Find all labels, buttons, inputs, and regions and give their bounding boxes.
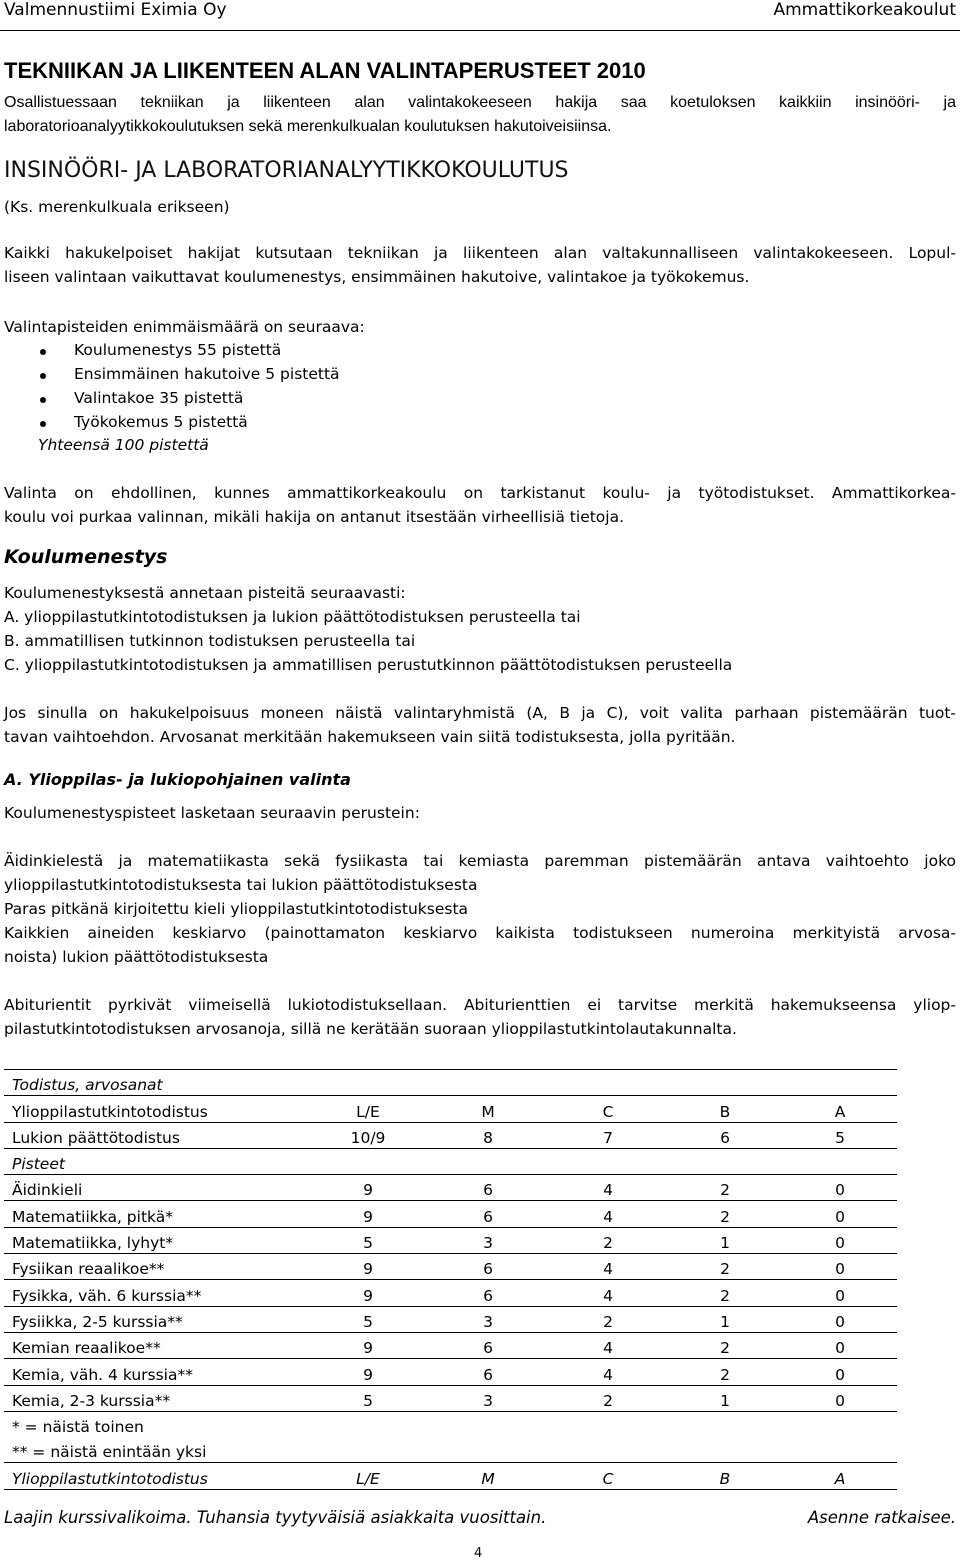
table-note: ** = näistä enintään yksi bbox=[4, 1437, 897, 1463]
option-a: A. ylioppilastutkintotodistuksen ja lukion päättötodistuksen perusteella tai bbox=[4, 608, 581, 626]
table-row bbox=[4, 1070, 897, 1096]
cell: 1 bbox=[667, 1227, 783, 1253]
cell: 5 bbox=[783, 1122, 897, 1148]
row-label: Lukion päättötodistus bbox=[4, 1122, 309, 1148]
cell: 6 bbox=[427, 1201, 549, 1227]
basis-line-3: Paras pitkänä kirjoitettu kieli ylioppilastutkintotodistuksesta bbox=[4, 900, 469, 918]
cell: 2 bbox=[667, 1175, 783, 1201]
cell: 1 bbox=[667, 1306, 783, 1332]
cell: 5 bbox=[309, 1385, 427, 1411]
header-rule bbox=[0, 30, 960, 31]
cell: 2 bbox=[667, 1254, 783, 1280]
basis-line-1: Äidinkielestä ja matematiikasta sekä fysiikasta tai kemiasta paremman pistemäärän antava vaihtoehto joko bbox=[4, 852, 956, 870]
cell: 2 bbox=[667, 1332, 783, 1358]
row-label: Ylioppilastutkintotodistus bbox=[4, 1096, 309, 1122]
table-row bbox=[4, 1280, 897, 1306]
row-label: Kemia, 2-3 kurssia** bbox=[4, 1385, 309, 1411]
cell: C bbox=[549, 1096, 667, 1122]
row-label: Fysiikan reaalikoe** bbox=[4, 1254, 309, 1280]
bullet-icon bbox=[40, 373, 46, 379]
cell: 0 bbox=[783, 1332, 897, 1358]
footer-slogan: Laajin kurssivalikoima. Tuhansia tyytyväisiä asiakkaita vuosittain. bbox=[4, 1508, 547, 1527]
table-row bbox=[4, 1463, 897, 1489]
cell: 10/9 bbox=[309, 1122, 427, 1148]
cell: 7 bbox=[549, 1122, 667, 1148]
table-note: * = näistä toinen bbox=[12, 1418, 144, 1437]
basis-line-5: noista) lukion päättötodistuksesta bbox=[4, 948, 269, 966]
row-label: Matematiikka, lyhyt* bbox=[4, 1227, 309, 1253]
cell: 2 bbox=[549, 1306, 667, 1332]
section-heading-matriculation: A. Ylioppilas- ja lukiopohjainen valinta bbox=[4, 770, 351, 789]
table-subheading-cell: Pisteet bbox=[4, 1148, 897, 1174]
cell: 0 bbox=[783, 1359, 897, 1385]
cell: A bbox=[783, 1463, 897, 1489]
footer-tagline: Asenne ratkaisee. bbox=[807, 1508, 956, 1527]
cell: 5 bbox=[309, 1306, 427, 1332]
cell: 0 bbox=[783, 1254, 897, 1280]
table-row bbox=[4, 1306, 897, 1332]
row-label: Äidinkieli bbox=[4, 1175, 309, 1201]
intro-line-2: laboratorioanalyytikkokoulutuksen sekä merenkulkualan koulutuksen hakutoiveisiinsa. bbox=[4, 118, 612, 135]
cell: 3 bbox=[427, 1227, 549, 1253]
option-c: C. ylioppilastutkintotodistuksen ja ammatillisen perustutkinnon päättötodistuksen perusteella bbox=[4, 656, 733, 674]
cell: 0 bbox=[783, 1227, 897, 1253]
school-success-intro: Koulumenestyksestä annetaan pisteitä seuraavasti: bbox=[4, 584, 406, 602]
cell: 5 bbox=[309, 1227, 427, 1253]
cell: 4 bbox=[549, 1201, 667, 1227]
option-b: B. ammatillisen tutkinnon todistuksen perusteella tai bbox=[4, 632, 416, 650]
table-heading-cell: Todistus, arvosanat bbox=[4, 1070, 897, 1096]
table-row bbox=[4, 1254, 897, 1280]
cell: 9 bbox=[309, 1201, 427, 1227]
cell: 3 bbox=[427, 1306, 549, 1332]
cell: 6 bbox=[427, 1175, 549, 1201]
cell: 6 bbox=[427, 1254, 549, 1280]
selection-para-line-1: Kaikki hakukelpoiset hakijat kutsutaan tekniikan ja liikenteen alan valtakunnalliseen valintakokeeseen. Lopul- bbox=[4, 244, 956, 262]
table-row bbox=[4, 1175, 897, 1201]
basis-line-2: ylioppilastutkintotodistuksesta tai lukion päättötodistuksesta bbox=[4, 876, 478, 894]
conditional-line-2: koulu voi purkaa valinnan, mikäli hakija on antanut itsestään virheellisiä tietoja. bbox=[4, 508, 625, 526]
table-row bbox=[4, 1332, 897, 1358]
cell: 3 bbox=[427, 1385, 549, 1411]
cell: 9 bbox=[309, 1359, 427, 1385]
cell: 9 bbox=[309, 1175, 427, 1201]
table-row bbox=[4, 1359, 897, 1385]
cell: 2 bbox=[667, 1201, 783, 1227]
points-intro: Valintapisteiden enimmäismäärä on seuraava: bbox=[4, 318, 365, 336]
cell: 4 bbox=[549, 1332, 667, 1358]
table-row bbox=[4, 1385, 897, 1411]
conditional-line-1: Valinta on ehdollinen, kunnes ammattikorkeakoulu on tarkistanut koulu- ja työtodistukset. Ammattikorkea- bbox=[4, 484, 956, 502]
eligibility-line-1: Jos sinulla on hakukelpoisuus moneen näistä valintaryhmistä (A, B ja C), voit valita parhaan pistemäärän tuot- bbox=[4, 704, 956, 722]
cell: 0 bbox=[783, 1385, 897, 1411]
matriculation-intro: Koulumenestyspisteet lasketaan seuraavin perustein: bbox=[4, 804, 420, 822]
row-label: Matematiikka, pitkä* bbox=[4, 1201, 309, 1227]
cell: 2 bbox=[549, 1227, 667, 1253]
bullet-icon bbox=[40, 421, 46, 427]
cell: C bbox=[549, 1463, 667, 1489]
cell: L/E bbox=[309, 1463, 427, 1489]
table-row bbox=[4, 1122, 897, 1148]
table-row bbox=[4, 1201, 897, 1227]
section-heading-school-success: Koulumenestys bbox=[4, 546, 168, 568]
abiturient-line-2: pilastutkintotodistuksen arvosanoja, sillä ne kerätään suoraan ylioppilastutkintolautakunnalta. bbox=[4, 1020, 737, 1038]
cell: M bbox=[427, 1096, 549, 1122]
cell: 1 bbox=[667, 1385, 783, 1411]
header-company: Valmennustiimi Eximia Oy bbox=[4, 0, 227, 20]
table-row bbox=[4, 1437, 897, 1463]
header-category: Ammattikorkeakoulut bbox=[773, 0, 956, 20]
cell: 9 bbox=[309, 1332, 427, 1358]
cell: L/E bbox=[309, 1096, 427, 1122]
abiturient-line-1: Abiturientit pyrkivät viimeisellä lukiotodistuksellaan. Abiturienttien ei tarvitse merkitä hakemukseensa yliop- bbox=[4, 996, 956, 1014]
section-note: (Ks. merenkulkuala erikseen) bbox=[4, 198, 230, 216]
cell: 2 bbox=[667, 1280, 783, 1306]
points-total: Yhteensä 100 pistettä bbox=[38, 436, 209, 454]
basis-line-4: Kaikkien aineiden keskiarvo (painottamaton keskiarvo kaikista todistukseen numeroina merkityistä arvosa- bbox=[4, 924, 956, 942]
cell: M bbox=[427, 1463, 549, 1489]
row-label: Kemian reaalikoe** bbox=[4, 1332, 309, 1358]
cell: 2 bbox=[667, 1359, 783, 1385]
row-label: Kemia, väh. 4 kurssia** bbox=[4, 1359, 309, 1385]
cell: 4 bbox=[549, 1254, 667, 1280]
cell: 6 bbox=[427, 1332, 549, 1358]
cell: B bbox=[667, 1463, 783, 1489]
row-label: Fysikka, väh. 6 kurssia** bbox=[4, 1280, 309, 1306]
grades-table bbox=[4, 1069, 897, 1490]
table-row bbox=[4, 1227, 897, 1253]
cell: A bbox=[783, 1096, 897, 1122]
cell: 2 bbox=[549, 1385, 667, 1411]
bullet-icon bbox=[40, 397, 46, 403]
row-label: Ylioppilastutkintotodistus bbox=[4, 1463, 309, 1489]
cell: 4 bbox=[549, 1280, 667, 1306]
table-row bbox=[4, 1411, 897, 1437]
cell: 4 bbox=[549, 1359, 667, 1385]
row-label: Fysiikka, 2-5 kurssia** bbox=[4, 1306, 309, 1332]
points-item: Työkokemus 5 pistettä bbox=[74, 413, 248, 431]
page-title: TEKNIIKAN JA LIIKENTEEN ALAN VALINTAPERUSTEET 2010 bbox=[4, 58, 646, 83]
cell: 6 bbox=[427, 1280, 549, 1306]
cell: 8 bbox=[427, 1122, 549, 1148]
cell: 4 bbox=[549, 1175, 667, 1201]
cell: B bbox=[667, 1096, 783, 1122]
cell: 0 bbox=[783, 1175, 897, 1201]
points-item: Ensimmäinen hakutoive 5 pistettä bbox=[74, 365, 340, 383]
intro-line-1: Osallistuessaan tekniikan ja liikenteen alan valintakokeeseen hakija saa koetuloksen kaikkiin insinööri- ja bbox=[4, 94, 956, 111]
selection-para-line-2: liseen valintaan vaikuttavat koulumenestys, ensimmäinen hakutoive, valintakoe ja työkokemus. bbox=[4, 268, 750, 286]
cell: 0 bbox=[783, 1306, 897, 1332]
bullet-icon bbox=[40, 349, 46, 355]
section-heading-engineering: INSINÖÖRI- JA LABORATORIANALYYTIKKOKOULUTUS bbox=[4, 158, 569, 183]
cell: 6 bbox=[427, 1359, 549, 1385]
table-row bbox=[4, 1148, 897, 1174]
page-number: 4 bbox=[474, 1546, 483, 1561]
points-item: Valintakoe 35 pistettä bbox=[74, 389, 244, 407]
cell: 9 bbox=[309, 1254, 427, 1280]
eligibility-line-2: tavan vaihtoehdon. Arvosanat merkitään hakemukseen vain siitä todistuksesta, jolla pyritään. bbox=[4, 728, 736, 746]
cell: 9 bbox=[309, 1280, 427, 1306]
cell: 0 bbox=[783, 1201, 897, 1227]
cell: 0 bbox=[783, 1280, 897, 1306]
table-row bbox=[4, 1096, 897, 1122]
points-item: Koulumenestys 55 pistettä bbox=[74, 341, 282, 359]
cell: 6 bbox=[667, 1122, 783, 1148]
